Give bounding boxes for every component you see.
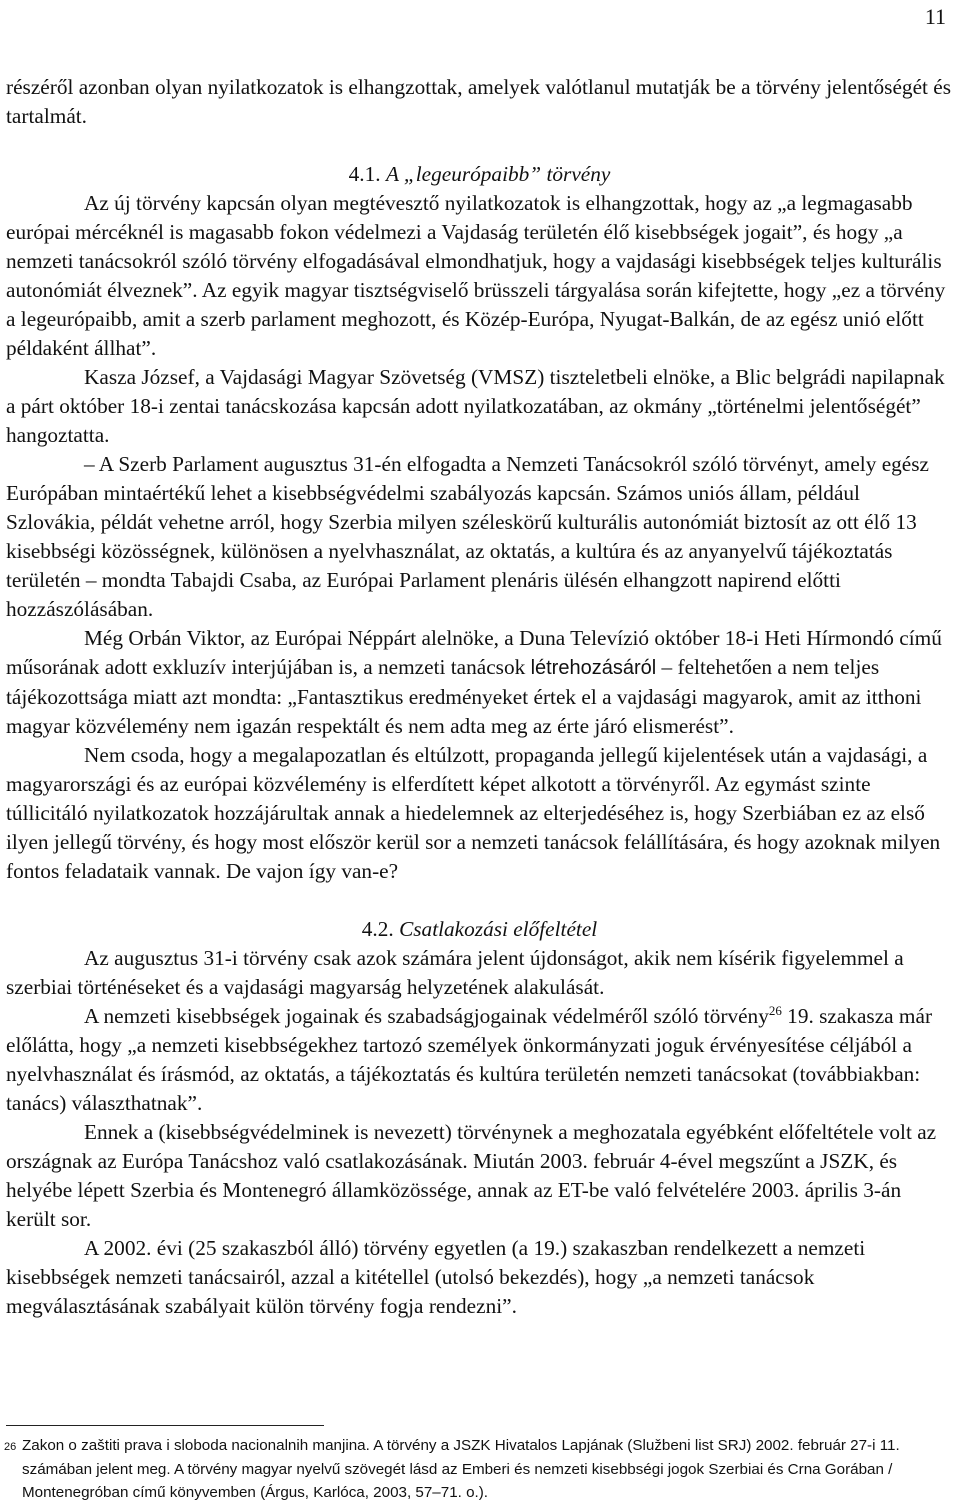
paragraph: Kasza József, a Vajdasági Magyar Szövetség (VMSZ) tiszteletbeli elnöke, a Blic belgrádi napilapnak a párt október 18-i zentai tanácskozása kapcsán adott nyilatkozatában, az okmány „történelmi jelentőségét” hangoztatta.	[6, 365, 945, 447]
footnote-mark: 26	[4, 1441, 17, 1453]
paragraph: Az augusztus 31-i törvény csak azok számára jelent újdonságot, akik nem kísérik figyelemmel a szerbiai történéseket és a vajdasági magyarság helyzetének alakulását.	[6, 946, 904, 999]
paragraph: – A Szerb Parlament augusztus 31-én elfogadta a Nemzeti Tanácsokról szóló törvényt, amely egész Európában mintaértékű lehet a kisebbségvédelmi szabályozás kapcsán. Számos uniós állam, például Szlovákia, példát vehetne arról, hogy Szerbia milyen széleskörű kulturális autonómiát biztosít az ott élő 13 kisebbségi közösségnek, különösen a nyelvhasználat, az oktatás, a kultúra és az anyanyelvű tájékoztatás területén – mondta Tabajdi Csaba, az Európai Parlament plenáris ülésén elhangzott napirend előtti hozzászólásában.	[6, 452, 929, 621]
paragraph: Nem csoda, hogy a megalapozatlan és eltúlzott, propaganda jellegű kijelentések után a vajdasági, a magyarországi és az európai közvélemény is elferdített képet alkotott a törvényről. Az egymást szinte túllicitáló nyilatkozatok hozzájárultak annak a hiedelemnek az elterjedéséhez is, hogy Szerbiában ez az első ilyen jellegű törvény, és hogy most először kerül sor a nemzeti tanácsok felállítására, és hogy azoknak milyen fontos feladataik vannak. De vajon így van-e?	[6, 743, 941, 883]
page-number: 11	[924, 4, 946, 29]
heading-title: A „legeurópaibb” törvény	[385, 162, 611, 186]
section-heading-4-1	[6, 160, 953, 189]
paragraph: A 2002. évi (25 szakaszból álló) törvény egyetlen (a 19.) szakaszban rendelkezett a nemzeti kisebbségek nemzeti tanácsairól, azzal a kitétellel (utolsó bekezdés), hogy „a nemzeti tanácsok megválasztásának szabályait külön törvény fogja rendezni”.	[6, 1236, 866, 1318]
paragraph-part: – feltehetően a nem teljes tájékozottsága miatt azt mondta: „Fantasztikus eredményeket értek el a vajdasági magyarok, amit az itthoni magyar közvélemény nem igazán respektált és nem adta meg az érte járó elismerést”.	[6, 655, 922, 738]
footnote	[4, 1434, 952, 1505]
body-text	[6, 73, 953, 1321]
paragraph-part-sans: létrehozásáról	[530, 657, 657, 679]
footnote-text: Zakon o zaštiti prava i sloboda nacionalnih manjina. A törvény a JSZK Hivatalos Lapjának (Službeni list SRJ) 2002. február 27-i 11. számában jelent meg. A törvény magyar nyelvű szövegét lásd az Emberi és nemzeti kisebbségi jogok Szerbiai és Crna Gorában / Montenegróban című könyvemben (Árgus, Karlóca, 2003, 57–71. o.).	[22, 1437, 900, 1501]
paragraph-part: Még Orbán Viktor, az Európai Néppárt alelnöke, a Duna Televízió október 18-i Heti Hírmondó című műsorának adott exkluzív interjújában is, a nemzeti tanácsok	[6, 626, 942, 679]
heading-title: Csatlakozási előfeltétel	[399, 917, 598, 941]
paragraph	[6, 1002, 953, 1118]
section-heading-4-2	[6, 915, 953, 944]
heading-number: 4.1.	[348, 162, 381, 186]
footnote-separator	[6, 1425, 324, 1426]
paragraph: Az új törvény kapcsán olyan megtévesztő nyilatkozatok is elhangzottak, hogy az „a legmagasabb európai mércéknél is magasabb fokon védelmezi a Vajdaság területén élő kisebbségek jogait”, és hogy „a nemzeti tanácsokról szóló törvény elfogadásával elmondhatjuk, hogy a vajdasági kisebbségek teljes kulturális autonómiát élveznek”. Az egyik magyar tisztségviselő brüsszeli tárgyalása során kifejtette, hogy „ez a törvény a legeurópaibb, amit a szerb parlament meghozott, és Közép-Európa, Nyugat-Balkán, de az egész unió előtt példaként állhat”.	[6, 191, 946, 360]
paragraph-part: 19. szakasza már előlátta, hogy „a nemzeti kisebbségekhez tartozó személyek önkormányzati joguk érvényesítése céljából a nyelvhasználat és írásmód, az oktatás, a tájékoztatás és kultúra terület​én nemzeti tanácsokat (továbbiakban: tanács) választhatnak”.	[6, 1004, 933, 1115]
paragraph: részéről azonban olyan nyilatkozatok is elhangzottak, amelyek valótlanul mutatják be a törvény jelentőségét és tartalmát.	[6, 75, 952, 128]
paragraph-part: A nemzeti kisebbségek jogainak és szabadságjogainak védelméről szóló törvény	[84, 1004, 769, 1028]
paragraph	[6, 624, 953, 741]
footnote-ref[interactable]: 26	[768, 1003, 782, 1018]
heading-number: 4.2.	[361, 917, 394, 941]
paragraph: Ennek a (kisebbségvédelminek is nevezett) törvénynek a meghozatala egyébként előfeltétele volt az országnak az Európa Tanácshoz való csatlakozásának. Miután 2003. február 4-ével megszűnt a JSZK, és helyébe lépett Szerbia és Montenegró államközössége, annak az ET-be való felvételére 2003. április 3-án került sor.	[6, 1120, 937, 1231]
